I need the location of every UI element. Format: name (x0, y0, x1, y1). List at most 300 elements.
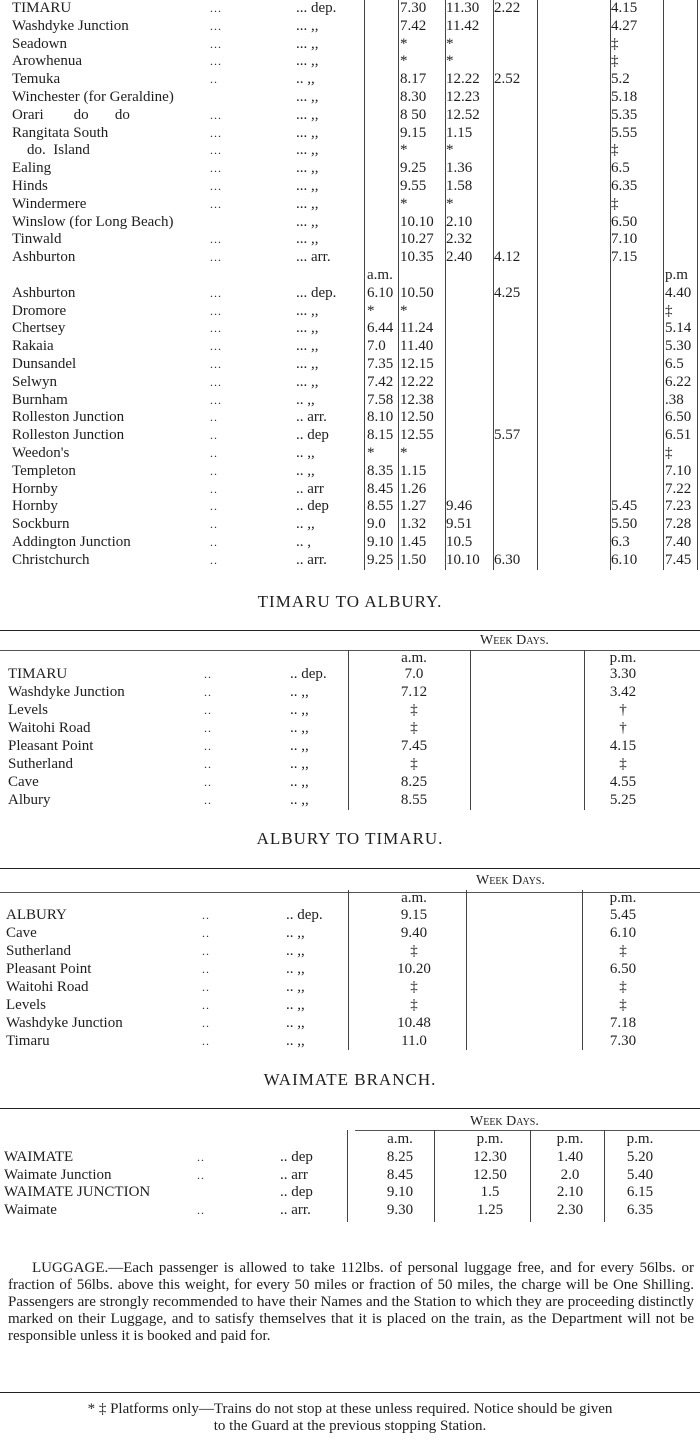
arr-dep-marker: .. dep (296, 498, 329, 515)
time-cell: 4.27 (611, 17, 638, 34)
station-name: Arowhenua (12, 53, 82, 70)
time-cell: ‡ (665, 302, 673, 319)
arr-dep-marker: ... ,, (296, 338, 319, 355)
station-name: Pleasant Point (8, 738, 94, 754)
time-cell: 2.10 (556, 1184, 584, 1200)
leader-dots: ... (210, 339, 222, 354)
time-cell: 7.42 (367, 373, 394, 390)
time-cell: 10.5 (446, 534, 473, 550)
time-cell: 9.25 (367, 551, 394, 568)
arr-dep-marker: .. ,, (286, 943, 305, 959)
time-cell: 7.10 (665, 462, 692, 479)
leader-dots: .. (210, 481, 218, 496)
divider (0, 892, 700, 893)
column-rule (610, 0, 611, 570)
leader-dots: .. (210, 517, 218, 532)
divider (0, 1108, 700, 1109)
time-cell: 11.42 (446, 17, 480, 34)
footnote-line-1: * ‡ Platforms only—Trains do not stop at these unless required. Notice should be given (87, 1401, 613, 1417)
time-cell: 7.45 (665, 551, 692, 568)
time-cell: * (446, 35, 454, 52)
arr-dep-marker: ... dep. (296, 284, 337, 301)
station-name: WAIMATE JUNCTION (4, 1184, 151, 1200)
time-cell: 6.10 (611, 551, 638, 568)
time-cell: * (446, 53, 454, 70)
period-header: p.m. (626, 1131, 654, 1147)
time-cell: 6.50 (611, 213, 638, 230)
station-name: Chertsey (12, 320, 66, 337)
arr-dep-marker: ... ,, (296, 213, 319, 230)
time-cell: 7.0 (367, 338, 386, 355)
column-rule (398, 0, 399, 570)
leader-dots: ... (210, 125, 222, 140)
arr-dep-marker: .. arr. (280, 1201, 311, 1218)
time-cell: 2.0 (560, 1166, 580, 1183)
time-cell: 1.15 (446, 124, 473, 141)
station-name: Cave (6, 925, 37, 941)
time-cell: 7.42 (400, 17, 427, 34)
leader-dots: .. (202, 908, 210, 922)
time-cell: 6.35 (626, 1201, 654, 1218)
station-name: TIMARU (8, 666, 68, 682)
time-cell: 11.30 (446, 0, 480, 16)
section-title-waimate-branch: WAIMATE BRANCH. (263, 1070, 437, 1089)
arr-dep-marker: .. dep (280, 1149, 313, 1165)
leader-dots: .. (204, 757, 212, 771)
divider (0, 630, 700, 631)
arr-dep-marker: ... ,, (296, 302, 319, 319)
time-cell: 12.22 (400, 373, 434, 390)
time-cell: 12.23 (446, 89, 480, 105)
time-cell: 9.30 (386, 1201, 414, 1218)
time-cell: 9.51 (446, 516, 473, 533)
leader-dots: ... (210, 321, 222, 336)
station-name: Rangitata South (12, 124, 109, 141)
station-name: Washdyke Junction (12, 17, 129, 34)
time-cell: 5.55 (611, 124, 638, 141)
time-cell: 7.15 (611, 249, 638, 266)
time-cell: 9.55 (400, 178, 427, 194)
arr-dep-marker: .. ,, (286, 979, 305, 995)
time-cell: 11.40 (400, 338, 434, 355)
station-name: Waimate (4, 1201, 57, 1218)
time-cell: ‡ (619, 943, 627, 959)
arr-dep-marker: .. ,, (290, 774, 309, 790)
arr-dep-marker: .. ,, (290, 756, 309, 772)
time-cell: 8.55 (400, 792, 428, 808)
leader-dots: ... (210, 107, 222, 122)
arr-dep-marker: .. ,, (286, 925, 305, 941)
column-rule (697, 0, 698, 570)
station-name: Temuka (12, 71, 61, 88)
time-cell: ‡ (611, 195, 619, 212)
station-name: Timaru (6, 1033, 50, 1049)
arr-dep-marker: ... ,, (296, 178, 319, 194)
time-cell: a.m. (367, 267, 393, 283)
time-cell: 8 50 (400, 106, 427, 123)
station-name: Levels (6, 997, 46, 1013)
time-cell: * (400, 445, 408, 461)
time-cell: ‡ (410, 997, 418, 1013)
time-cell: 9.10 (386, 1184, 414, 1200)
leader-dots: .. (202, 926, 210, 940)
arr-dep-marker: .. arr (280, 1166, 308, 1183)
leader-dots: .. (210, 499, 218, 514)
arr-dep-marker: ... ,, (296, 160, 319, 177)
leader-dots: ... (210, 303, 222, 318)
time-cell: 3.30 (609, 666, 637, 682)
leader-dots: ... (210, 179, 222, 193)
arr-dep-marker: .. dep. (286, 907, 323, 923)
arr-dep-marker: .. ,, (286, 1015, 305, 1031)
leader-dots: .. (210, 428, 218, 443)
time-cell: 2.30 (556, 1201, 584, 1218)
time-cell: 10.35 (400, 249, 434, 266)
leader-dots: ... (210, 250, 222, 265)
time-cell: 1.32 (400, 516, 427, 533)
time-cell: 7.30 (609, 1033, 637, 1049)
time-cell: 10.10 (400, 213, 434, 230)
arr-dep-marker: .. dep (280, 1184, 313, 1200)
leader-dots: .. (210, 535, 218, 549)
time-cell: * (400, 35, 408, 52)
time-cell: ‡ (619, 756, 627, 772)
time-cell: * (446, 142, 454, 159)
time-cell: 1.15 (400, 462, 427, 479)
time-cell: 12.50 (473, 1166, 507, 1183)
arr-dep-marker: ... ,, (296, 356, 319, 372)
time-cell: 9.10 (367, 534, 394, 550)
time-cell: * (367, 445, 375, 461)
time-cell: 5.20 (626, 1149, 654, 1165)
arr-dep-marker: .. ,, (290, 720, 309, 736)
time-cell: 5.25 (609, 792, 637, 808)
time-cell: 10.20 (397, 961, 431, 977)
station-name: Rolleston Junction (12, 409, 125, 426)
time-cell: * (400, 53, 408, 70)
time-cell: 5.18 (611, 89, 638, 105)
station-name: Orari do do (12, 106, 130, 123)
time-cell: 1.27 (400, 498, 427, 515)
period-header: p.m. (556, 1131, 584, 1147)
station-name: WAIMATE (4, 1149, 74, 1165)
time-cell: 9.46 (446, 498, 473, 515)
arr-dep-marker: ... ,, (296, 53, 319, 70)
time-cell: 11.24 (400, 320, 434, 337)
station-name: Templeton (12, 462, 76, 479)
time-cell: 5.30 (665, 338, 692, 355)
time-cell: 7.18 (609, 1015, 637, 1031)
time-cell: 1.50 (400, 551, 427, 568)
week-days-label: Week Days. (480, 633, 549, 648)
station-name: Waitohi Road (6, 979, 89, 995)
time-cell: 8.25 (386, 1149, 414, 1165)
time-cell: 5.50 (611, 516, 638, 533)
time-cell: 6.15 (626, 1184, 654, 1200)
time-cell: ‡ (410, 756, 418, 772)
time-cell: 2.10 (446, 213, 473, 230)
arr-dep-marker: ... ,, (296, 195, 319, 212)
station-name: ALBURY (6, 907, 67, 923)
arr-dep-marker: ... arr. (296, 249, 331, 266)
divider (0, 868, 700, 869)
time-cell: 5.40 (626, 1166, 654, 1183)
time-cell: 1.5 (480, 1184, 500, 1200)
time-cell: 1.45 (400, 534, 427, 550)
time-cell: 7.10 (611, 231, 638, 248)
column-rule (364, 0, 365, 570)
time-cell: 1.25 (476, 1201, 504, 1218)
station-name: Winchester (for Geraldine) (12, 89, 174, 105)
station-name: Waitohi Road (8, 720, 91, 736)
time-cell: 9.25 (400, 160, 427, 177)
time-cell: 8.35 (367, 462, 394, 479)
station-name: Levels (8, 702, 48, 718)
station-name: Sutherland (6, 943, 71, 959)
station-name: Dunsandel (12, 356, 77, 372)
arr-dep-marker: .. , (296, 534, 311, 550)
time-cell: 6.50 (609, 961, 637, 977)
station-name: Addington Junction (12, 534, 131, 550)
column-rule (493, 0, 494, 570)
time-cell: 6.10 (609, 925, 637, 941)
station-name: Hinds (12, 178, 48, 194)
divider (0, 1392, 700, 1393)
time-cell: 12.15 (400, 356, 434, 372)
leader-dots: ... (210, 36, 222, 51)
column-rule (604, 1130, 605, 1222)
time-cell: 1.40 (556, 1149, 584, 1165)
leader-dots: .. (204, 685, 212, 699)
arr-dep-marker: .. ,, (296, 462, 315, 479)
time-cell: 6.50 (665, 409, 692, 426)
time-cell: 7.12 (400, 684, 428, 700)
time-cell: ‡ (665, 445, 673, 461)
time-cell: 7.22 (665, 480, 692, 497)
station-name: do. Island (12, 142, 90, 159)
arr-dep-marker: .. ,, (296, 391, 315, 408)
arr-dep-marker: .. arr (296, 480, 324, 497)
time-cell: 7.23 (665, 498, 692, 515)
luggage-notice: LUGGAGE.—Each passenger is allowed to take 112lbs. of personal luggage free, and for every 56lbs. or fraction of 56lbs. above this weight, for every 50 miles or fraction of 50 miles, the charge will be One Shilling. Passengers are strongly recommended to have their Names and the Station to which they are proceeding distinctly marked on their Luggage, and to satisfy themselves that it is placed on the train, as the Department will not be responsible unless it is booked and paid for. (8, 1260, 694, 1344)
arr-dep-marker: ... ,, (296, 373, 319, 390)
time-cell: 10.27 (400, 231, 434, 248)
arr-dep-marker: .. dep. (290, 666, 327, 682)
leader-dots: .. (210, 552, 218, 567)
time-cell: ‡ (619, 997, 627, 1013)
leader-dots: .. (202, 998, 210, 1012)
station-name: Waimate Junction (4, 1166, 112, 1183)
time-cell: 12.30 (473, 1149, 507, 1165)
arr-dep-marker: ... ,, (296, 89, 319, 105)
time-cell: 4.12 (494, 249, 521, 266)
time-cell: 6.30 (494, 551, 521, 568)
leader-dots: .. (197, 1167, 205, 1182)
time-cell: 8.55 (367, 498, 394, 515)
time-cell: 5.14 (665, 320, 692, 337)
leader-dots: .. (202, 944, 210, 958)
arr-dep-marker: .. ,, (290, 702, 309, 718)
station-name: Hornby (12, 498, 58, 515)
week-days-label: Week Days. (476, 873, 545, 888)
leader-dots: .. (210, 463, 218, 478)
leader-dots: ... (210, 232, 222, 247)
arr-dep-marker: .. ,, (286, 1033, 305, 1049)
time-cell: ‡ (619, 979, 627, 995)
time-cell: .38 (665, 391, 684, 408)
column-rule (537, 0, 538, 570)
time-cell: ‡ (611, 142, 619, 159)
period-header: p.m. (609, 650, 637, 666)
time-cell: * (400, 195, 408, 212)
time-cell: * (446, 195, 454, 212)
column-rule (663, 0, 664, 570)
station-name: Tinwald (12, 231, 62, 248)
station-name: Seadown (12, 35, 67, 52)
station-name: Sutherland (8, 756, 73, 772)
time-cell: 1.36 (446, 160, 473, 177)
column-rule (584, 650, 585, 810)
arr-dep-marker: ... ,, (296, 320, 319, 337)
station-name: Dromore (12, 302, 67, 319)
leader-dots: .. (202, 1034, 210, 1048)
arr-dep-marker: .. ,, (296, 516, 315, 533)
time-cell: 6.10 (367, 284, 394, 301)
station-name: Hornby (12, 480, 58, 497)
column-rule (348, 650, 349, 810)
column-rule (347, 1130, 348, 1222)
time-cell: 3.42 (609, 684, 637, 700)
time-cell: 9.15 (400, 907, 428, 923)
arr-dep-marker: .. ,, (296, 445, 315, 461)
station-name: Albury (8, 792, 51, 808)
time-cell: 8.45 (386, 1166, 414, 1183)
time-cell: 6.3 (611, 534, 630, 550)
section-title-albury-timaru: ALBURY TO TIMARU. (256, 829, 444, 848)
time-cell: 12.55 (400, 427, 434, 444)
arr-dep-marker: .. ,, (290, 792, 309, 808)
time-cell: 12.22 (446, 71, 480, 88)
time-cell: ‡ (410, 979, 418, 995)
arr-dep-marker: .. ,, (296, 71, 315, 88)
time-cell: * (367, 302, 375, 319)
time-cell: 8.25 (400, 774, 428, 790)
column-rule (530, 1130, 531, 1222)
time-cell: 5.2 (611, 71, 630, 88)
station-name: Selwyn (12, 373, 57, 390)
arr-dep-marker: .. ,, (290, 684, 309, 700)
leader-dots: ... (210, 18, 222, 33)
arr-dep-marker: ... ,, (296, 35, 319, 52)
week-days-label: Week Days. (470, 1114, 539, 1129)
station-name: Rolleston Junction (12, 427, 125, 444)
station-name: Winslow (for Long Beach) (12, 213, 174, 230)
leader-dots: .. (202, 980, 210, 994)
leader-dots: ... (210, 143, 222, 158)
time-cell: 4.40 (665, 284, 692, 301)
leader-dots: .. (204, 721, 212, 735)
leader-dots: .. (197, 1150, 205, 1164)
time-cell: 7.0 (404, 666, 424, 682)
time-cell: † (619, 720, 627, 736)
period-header: a.m. (387, 1131, 413, 1147)
time-cell: 9.40 (400, 925, 428, 941)
time-cell: 2.52 (494, 71, 521, 88)
time-cell: 12.52 (446, 106, 480, 123)
column-rule (348, 890, 349, 1050)
time-cell: 8.10 (367, 409, 394, 426)
time-cell: 4.15 (611, 0, 638, 16)
time-cell: 6.22 (665, 373, 692, 390)
arr-dep-marker: ... ,, (296, 17, 319, 34)
time-cell: 6.35 (611, 178, 638, 194)
time-cell: 6.44 (367, 320, 394, 337)
leader-dots: .. (197, 1202, 205, 1217)
time-cell: 4.15 (609, 738, 637, 754)
leader-dots: ... (210, 374, 222, 389)
period-header: a.m. (401, 650, 427, 666)
column-rule (582, 890, 583, 1050)
time-cell: 2.40 (446, 249, 473, 266)
leader-dots: .. (204, 793, 212, 807)
time-cell: 7.45 (400, 738, 428, 754)
leader-dots: ... (210, 54, 222, 69)
leader-dots: .. (202, 962, 210, 976)
period-header: p.m. (609, 890, 637, 906)
time-cell: 10.48 (397, 1015, 431, 1031)
station-name: Weedon's (12, 445, 70, 461)
arr-dep-marker: ... dep. (296, 0, 337, 16)
time-cell: 5.57 (494, 427, 521, 444)
arr-dep-marker: .. ,, (290, 738, 309, 754)
station-name: Cave (8, 774, 39, 790)
time-cell: 8.45 (367, 480, 394, 497)
time-cell: 11.0 (401, 1033, 427, 1049)
station-name: Ashburton (12, 284, 76, 301)
station-name: Sockburn (12, 516, 70, 533)
time-cell: 5.45 (609, 907, 637, 923)
time-cell: 2.22 (494, 0, 521, 16)
leader-dots: .. (204, 775, 212, 789)
time-cell: ‡ (410, 702, 418, 718)
time-cell: ‡ (611, 35, 619, 52)
time-cell: † (619, 702, 627, 718)
time-cell: * (400, 302, 408, 319)
leader-dots: .. (210, 410, 218, 425)
time-cell: ‡ (611, 53, 619, 70)
time-cell: p.m (665, 267, 688, 283)
station-name: Washdyke Junction (6, 1015, 123, 1031)
station-name: Windermere (12, 195, 87, 212)
arr-dep-marker: .. dep (296, 427, 329, 444)
arr-dep-marker: .. arr. (296, 409, 327, 426)
time-cell: 8.30 (400, 89, 427, 105)
time-cell: 8.15 (367, 427, 394, 444)
time-cell: 12.50 (400, 409, 434, 426)
leader-dots: .. (202, 1016, 210, 1030)
leader-dots: ... (210, 285, 222, 300)
column-rule (434, 1130, 435, 1222)
time-cell: 1.26 (400, 480, 427, 497)
time-cell: 7.40 (665, 534, 692, 550)
time-cell: 7.58 (367, 391, 394, 408)
time-cell: 4.55 (609, 774, 637, 790)
time-cell: ‡ (410, 720, 418, 736)
arr-dep-marker: .. ,, (286, 997, 305, 1013)
leader-dots: ... (210, 357, 222, 371)
station-name: Ashburton (12, 249, 76, 266)
time-cell: 9.0 (367, 516, 386, 533)
